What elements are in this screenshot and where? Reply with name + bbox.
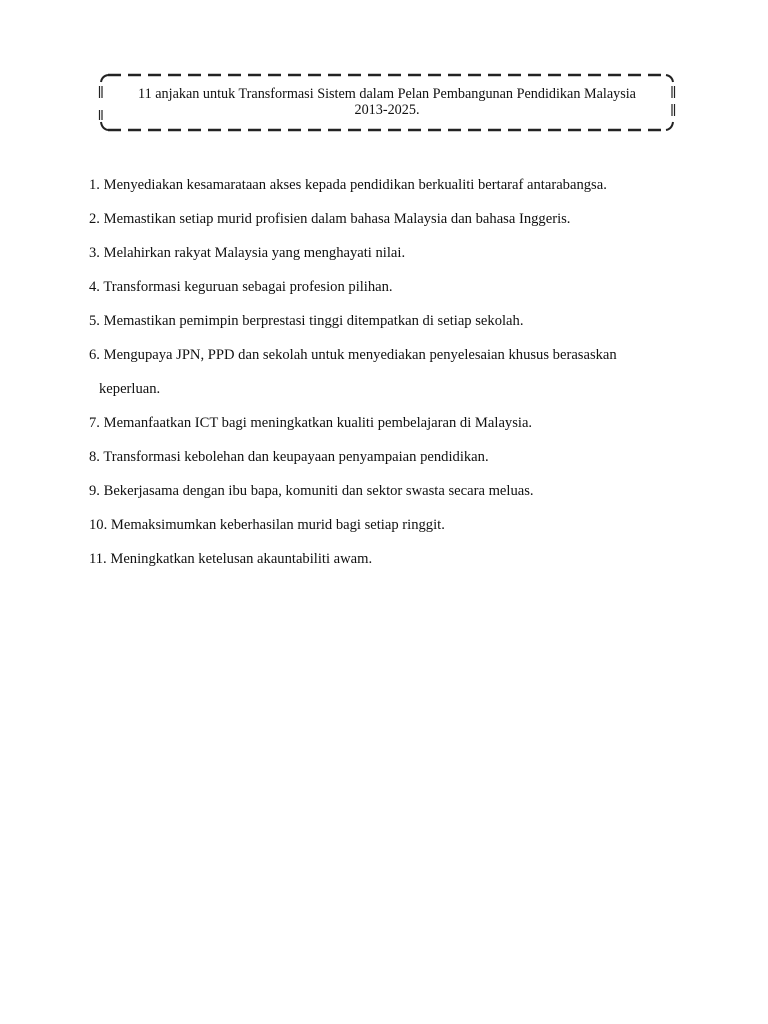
list-item-text: 6. Mengupaya JPN, PPD dan sekolah untuk menyediakan penyelesaian khusus berasaskan — [89, 347, 617, 363]
list-item — [89, 508, 729, 542]
list-item-text: 11. Meningkatkan ketelusan akauntabiliti awam. — [89, 551, 373, 567]
list-item-text: 5. Memastikan pemimpin berprestasi tinggi ditempatkan di setiap sekolah. — [89, 313, 524, 329]
list-item-text: 2. Memastikan setiap murid profisien dalam bahasa Malaysia dan bahasa Inggeris. — [89, 211, 571, 227]
title-line-2: 2013-2025. — [354, 102, 420, 118]
list-item-text: 4. Transformasi keguruan sebagai profesion pilihan. — [89, 279, 393, 295]
list-item — [89, 338, 729, 406]
list-item — [89, 304, 729, 338]
list-item — [89, 542, 729, 576]
list-item — [89, 202, 729, 236]
list-item — [89, 236, 729, 270]
list-item — [89, 168, 729, 202]
title — [106, 86, 668, 118]
list-item — [89, 270, 729, 304]
list-item-text: 8. Transformasi kebolehan dan keupayaan penyampaian pendidikan. — [89, 449, 489, 465]
list-item — [89, 474, 729, 508]
title-box — [98, 72, 676, 132]
title-line-1: 11 anjakan untuk Transformasi Sistem dalam Pelan Pembangunan Pendidikan Malaysia — [138, 86, 636, 102]
list-item-continuation: keperluan. — [99, 381, 161, 397]
list-item-text: 3. Melahirkan rakyat Malaysia yang menghayati nilai. — [89, 245, 406, 261]
list-item-text: 9. Bekerjasama dengan ibu bapa, komuniti dan sektor swasta secara meluas. — [89, 483, 534, 499]
list-item-text: 10. Memaksimumkan keberhasilan murid bagi setiap ringgit. — [89, 517, 445, 533]
numbered-list — [89, 168, 729, 576]
list-item — [89, 406, 729, 440]
list-item-text: 1. Menyediakan kesamarataan akses kepada pendidikan berkualiti bertaraf antarabangsa. — [89, 177, 607, 193]
list-item — [89, 440, 729, 474]
list-item-text: 7. Memanfaatkan ICT bagi meningkatkan kualiti pembelajaran di Malaysia. — [89, 415, 533, 431]
